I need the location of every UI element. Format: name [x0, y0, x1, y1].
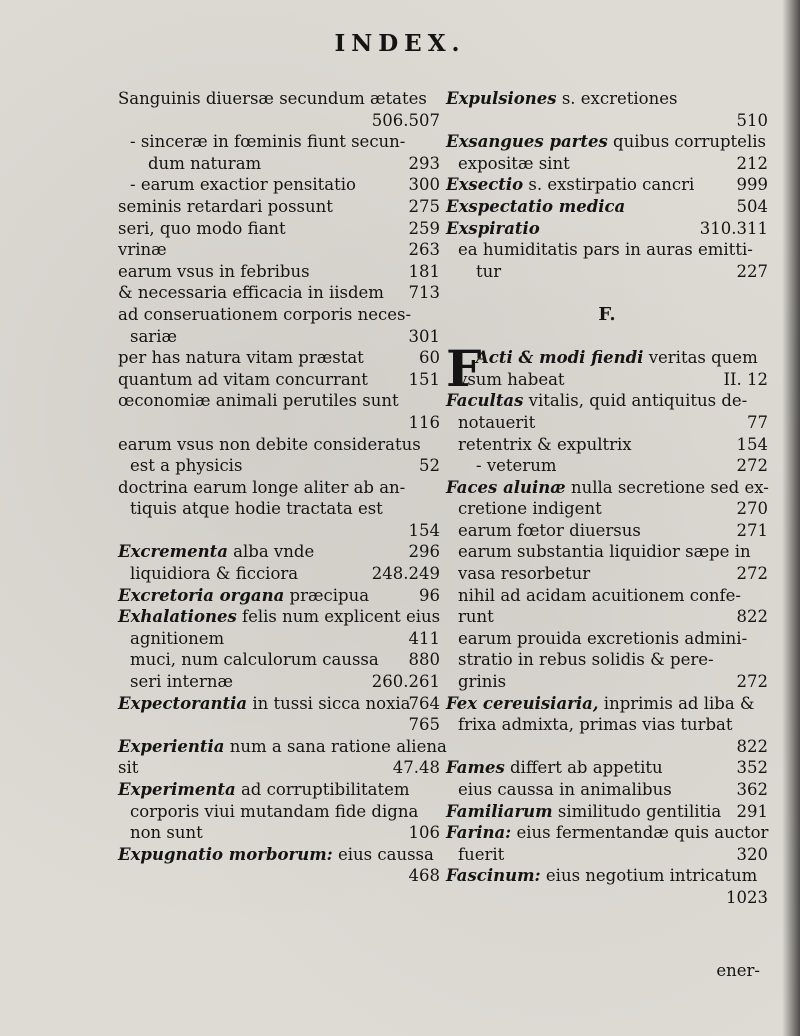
entry-description: sariæ [130, 326, 177, 346]
entry-description: ad conseruationem corporis neces- [118, 304, 412, 324]
index-entry [446, 714, 768, 736]
index-entry [446, 585, 768, 607]
page-reference: 822 [736, 607, 768, 627]
entry-text [458, 541, 751, 563]
page-reference: 506.507 [371, 110, 440, 130]
entry-description: quantum ad vitam concurrant [118, 369, 368, 389]
entry-text [130, 628, 224, 650]
running-head: INDEX. [334, 30, 466, 57]
page-reference: 60 [419, 348, 440, 368]
entry-headword: Experimenta [118, 780, 236, 799]
entry-text [446, 801, 721, 823]
index-entry [118, 714, 440, 736]
entry-text [446, 174, 694, 196]
index-entry [118, 153, 440, 175]
index-entry [118, 844, 440, 866]
index-entry [446, 477, 768, 499]
entry-headword: Familiarum [446, 801, 553, 821]
index-entry [118, 434, 440, 456]
page-reference: 248.249 [371, 564, 440, 584]
entry-text [130, 131, 405, 153]
entry-description: notauerit [458, 412, 536, 432]
entry-text [130, 822, 203, 844]
index-entry [118, 218, 440, 240]
entry-description: felis num explicent eius [242, 607, 441, 627]
page-reference: 822 [736, 736, 768, 756]
page-reference: 510 [736, 110, 768, 130]
entry-text [130, 455, 242, 477]
entry-text [458, 714, 733, 736]
entry-description: earum fœtor diuersus [458, 520, 641, 540]
index-entry [446, 326, 768, 348]
left-column [118, 88, 447, 887]
entry-text [118, 282, 384, 304]
index-entry [446, 541, 768, 563]
entry-description: sit [118, 758, 139, 778]
entry-text [446, 131, 766, 153]
entry-description: vrinæ [118, 240, 167, 260]
catchword: ener- [716, 961, 760, 980]
entry-text [118, 757, 138, 779]
entry-headword: Exspectatio medica [446, 196, 626, 216]
entry-text [118, 196, 333, 218]
entry-description: cretione indigent [458, 499, 602, 519]
entry-text [130, 671, 233, 693]
entry-description: ad corruptibilitatem [240, 780, 410, 799]
entry-text [118, 844, 434, 866]
entry-text [458, 412, 535, 434]
index-entry [118, 304, 440, 326]
entry-description: seri, quo modo fiant [118, 218, 286, 238]
index-entry [446, 757, 768, 779]
index-entry [446, 110, 768, 132]
index-entry [446, 434, 768, 456]
entry-headword: Expulsiones [446, 89, 557, 108]
entry-description: eius caussa [338, 844, 434, 864]
index-entry [118, 131, 440, 153]
entry-headword: Excretoria organa [118, 585, 285, 605]
index-entry [446, 649, 768, 671]
index-entry [118, 520, 440, 542]
entry-headword: Fames [446, 758, 505, 778]
entry-text [458, 844, 504, 866]
entry-headword: Exsangues partes [446, 132, 608, 152]
index-entry [118, 110, 440, 132]
entry-text [458, 606, 494, 628]
page-reference: 765 [408, 715, 440, 735]
index-entry [118, 390, 440, 412]
index-entry [118, 801, 440, 823]
entry-description: alba vnde [233, 542, 315, 562]
entry-description: - sinceræ in fœminis fiunt secun- [130, 132, 406, 152]
entry-description: earum prouida excretionis admini- [458, 628, 748, 648]
page-reference: 300 [408, 175, 440, 195]
entry-text [130, 801, 418, 823]
entry-text [446, 390, 747, 412]
index-entry [446, 822, 768, 844]
entry-text [458, 779, 672, 801]
entry-description: similitudo gentilitia [557, 801, 722, 821]
index-entry [118, 239, 440, 261]
page-reference: 1023 [726, 887, 768, 907]
page-reference: 259 [408, 218, 440, 238]
entry-headword: Faces aluinæ [446, 477, 566, 497]
index-entry [118, 498, 440, 520]
index-entry [118, 541, 440, 563]
page-reference: 880 [408, 650, 440, 670]
page-reference: 154 [736, 434, 768, 454]
entry-headword: Fascinum: [446, 866, 541, 886]
page-reference: 999 [736, 175, 768, 195]
entry-text [476, 455, 556, 477]
index-entry [118, 88, 440, 110]
entry-description: est a physicis [130, 456, 243, 476]
entry-text [118, 585, 369, 607]
entry-description: num a sana ratione aliena [229, 736, 447, 756]
page-reference: 713 [408, 283, 440, 303]
entry-text [458, 153, 570, 175]
index-entry [118, 282, 440, 304]
entry-text [446, 757, 663, 779]
page-reference: 227 [736, 261, 768, 281]
entry-description: eius fermentandæ quis auctor [516, 823, 769, 843]
page-reference: 310.311 [699, 218, 768, 238]
entry-text [458, 628, 747, 650]
entry-description: nihil ad acidam acuitionem confe- [458, 585, 741, 605]
entry-description: seminis retardari possunt [118, 196, 333, 216]
index-entry [118, 347, 440, 369]
entry-text [458, 563, 590, 585]
index-entry [118, 585, 440, 607]
index-entry [118, 736, 447, 758]
entry-headword: Exsectio [446, 175, 524, 195]
index-entry [446, 887, 768, 909]
page-reference: 291 [736, 801, 768, 821]
entry-text [118, 304, 411, 326]
index-entry [118, 412, 440, 434]
entry-headword: Expectorantia [118, 693, 248, 713]
entry-text [118, 477, 405, 499]
index-entry [118, 196, 440, 218]
right-column [446, 88, 768, 909]
entry-description: earum vsus in febribus [118, 261, 310, 281]
page-reference: 764 [408, 693, 440, 713]
entry-text [118, 693, 411, 715]
index-entry [446, 520, 768, 542]
entry-text [118, 347, 364, 369]
entry-text [118, 779, 410, 801]
entry-headword: Exhalationes [118, 607, 237, 627]
index-entry [118, 606, 440, 628]
index-entry [118, 649, 440, 671]
entry-description: corporis viui mutandam fide digna [130, 801, 419, 821]
entry-description: seri internæ [130, 672, 233, 692]
entry-headword: Farina: [446, 823, 512, 843]
entry-headword: Experientia [118, 736, 225, 756]
entry-description: inprimis ad liba & [603, 693, 755, 713]
entry-text [446, 865, 757, 887]
index-entry [118, 563, 440, 585]
entry-text [446, 693, 755, 715]
index-entry [118, 693, 440, 715]
entry-text [130, 174, 356, 196]
entry-text [118, 541, 314, 563]
index-entry [446, 455, 768, 477]
index-entry [446, 282, 768, 304]
entry-description: vitalis, quid antiquitus de- [528, 391, 748, 411]
entry-description: liquidiora & ficciora [130, 564, 299, 584]
index-entry [446, 498, 768, 520]
entry-text [446, 218, 540, 240]
entry-text [446, 88, 677, 110]
entry-text [118, 606, 440, 628]
entry-description: tiquis atque hodie tractata est [130, 499, 383, 519]
index-entry [446, 88, 768, 110]
index-entry [446, 174, 768, 196]
entry-description: muci, num calculorum caussa [130, 650, 379, 670]
page-reference: 260.261 [371, 672, 440, 692]
index-entry [118, 822, 440, 844]
entry-description: veritas quem [648, 348, 758, 368]
entry-description: stratio in rebus solidis & pere- [458, 650, 714, 670]
page-reference: 52 [419, 456, 440, 476]
entry-description: - earum exactior pensitatio [130, 175, 356, 195]
entry-description: - veterum [476, 456, 557, 476]
entry-description: fuerit [458, 844, 505, 864]
index-entry [446, 779, 768, 801]
page-reference: 272 [736, 564, 768, 584]
entry-text [118, 88, 427, 110]
entry-description: expositæ sint [458, 153, 570, 173]
entry-text [458, 239, 753, 261]
entry-text [118, 218, 286, 240]
entry-headword: Exspiratio [446, 218, 540, 238]
entry-text [130, 649, 379, 671]
index-entry [446, 153, 768, 175]
page-reference: 352 [736, 758, 768, 778]
entry-description: grinis [458, 672, 507, 692]
entry-text [446, 477, 769, 499]
entry-description: s. exstirpatio cancri [528, 175, 695, 195]
page-reference: 77 [747, 412, 768, 432]
entry-text [458, 498, 602, 520]
index-entry [446, 801, 768, 823]
entry-description: runt [458, 607, 494, 627]
entry-headword: Expugnatio morborum: [118, 844, 333, 864]
index-entry [446, 131, 768, 153]
entry-text [118, 390, 399, 412]
page-reference: 96 [419, 585, 440, 605]
index-entry [446, 606, 768, 628]
section-letter: F. [598, 303, 616, 325]
page-reference: 272 [736, 672, 768, 692]
index-entry [118, 477, 440, 499]
entry-text [118, 261, 310, 283]
entry-text [458, 649, 714, 671]
index-entry [446, 390, 768, 412]
entry-description: frixa admixta, primas vias turbat [458, 715, 733, 735]
index-entry [446, 369, 768, 391]
index-entry [446, 693, 768, 715]
page-reference: 271 [736, 520, 768, 540]
entry-text [118, 369, 368, 391]
page-reference: 47.48 [392, 758, 440, 778]
entry-description: vsum habeat [458, 369, 565, 389]
page-reference: 468 [408, 866, 440, 886]
entry-description: Sanguinis diuersæ secundum ætates [118, 89, 427, 108]
entry-description: nulla secretione sed ex- [570, 477, 769, 497]
entry-text [458, 434, 632, 456]
entry-text [458, 369, 565, 391]
entry-description: differt ab appetitu [510, 758, 663, 778]
entry-description: tur [476, 261, 502, 281]
entry-text [446, 822, 768, 844]
index-entry [446, 261, 768, 283]
page-reference: 301 [408, 326, 440, 346]
index-entry [118, 326, 440, 348]
page-reference: 320 [736, 844, 768, 864]
entry-description: retentrix & expultrix [458, 434, 632, 454]
entry-headword: Acti & modi fiendi [476, 348, 644, 368]
index-entry [446, 865, 768, 887]
index-entry [118, 757, 440, 779]
entry-text [118, 736, 447, 758]
entry-text [118, 434, 421, 456]
page-reference: 181 [408, 261, 440, 281]
entry-text [148, 153, 261, 175]
page-reference: 270 [736, 499, 768, 519]
entry-description: præcipua [289, 585, 370, 605]
page-reference: 362 [736, 780, 768, 799]
page-edge-shadow [782, 0, 800, 1036]
entry-description: non sunt [130, 823, 203, 843]
entry-description: & necessaria efficacia in iisdem [118, 283, 384, 303]
entry-description: vasa resorbetur [458, 564, 591, 584]
index-entry [118, 779, 440, 801]
index-entry [118, 261, 440, 283]
page-reference: 263 [408, 240, 440, 260]
page-reference: 154 [408, 520, 440, 540]
index-entry [118, 174, 440, 196]
page-reference: 272 [736, 456, 768, 476]
entry-description: ea humiditatis pars in auras emitti- [458, 240, 753, 260]
page-reference: 275 [408, 196, 440, 216]
index-entry [446, 671, 768, 693]
index-entry [446, 218, 768, 240]
index-entry [118, 865, 440, 887]
page-reference: II. 12 [723, 369, 768, 389]
entry-description: s. excretiones [561, 89, 678, 108]
index-entry [446, 563, 768, 585]
entry-description: eius negotium intricatum [545, 866, 758, 886]
page-reference: 293 [408, 153, 440, 173]
index-entry [446, 628, 768, 650]
entry-description: eius caussa in animalibus [458, 780, 672, 799]
entry-headword: Fex cereuisiaria, [446, 693, 599, 713]
index-entry [118, 628, 440, 650]
index-entry [118, 455, 440, 477]
entry-text [130, 498, 383, 520]
entry-description: earum vsus non debite consideratus [118, 434, 421, 454]
entry-text [130, 563, 298, 585]
entry-description: quibus corruptelis [613, 132, 766, 152]
entry-text [458, 585, 741, 607]
page-reference: 411 [408, 628, 440, 648]
entry-text [446, 196, 625, 218]
page-reference: 151 [408, 369, 440, 389]
entry-text [458, 520, 641, 542]
index-entry [446, 736, 768, 758]
entry-description: in tussi sicca noxia [252, 693, 411, 713]
index-entry [446, 844, 768, 866]
page-reference: 296 [408, 542, 440, 562]
entry-text [130, 326, 177, 348]
index-entry [446, 412, 768, 434]
entry-text [476, 261, 501, 283]
drop-cap-initial: F [446, 339, 482, 399]
page-reference: 212 [736, 153, 768, 173]
index-entry [446, 196, 768, 218]
page-reference: 106 [408, 823, 440, 843]
index-entry [118, 369, 440, 391]
page-reference: 116 [408, 412, 440, 432]
entry-text [458, 671, 506, 693]
entry-headword: Facultas [446, 391, 524, 411]
entry-description: œconomiæ animali perutiles sunt [118, 391, 399, 411]
page-reference: 504 [736, 196, 768, 216]
index-entry [118, 671, 440, 693]
entry-description: per has natura vitam præstat [118, 348, 364, 368]
index-entry [446, 239, 768, 261]
entry-description: dum naturam [148, 153, 262, 173]
entry-text [118, 239, 167, 261]
entry-description: earum substantia liquidior sæpe in [458, 542, 751, 562]
entry-headword: Excrementa [118, 542, 228, 562]
entry-description: agnitionem [130, 628, 225, 648]
entry-description: doctrina earum longe aliter ab an- [118, 477, 406, 497]
